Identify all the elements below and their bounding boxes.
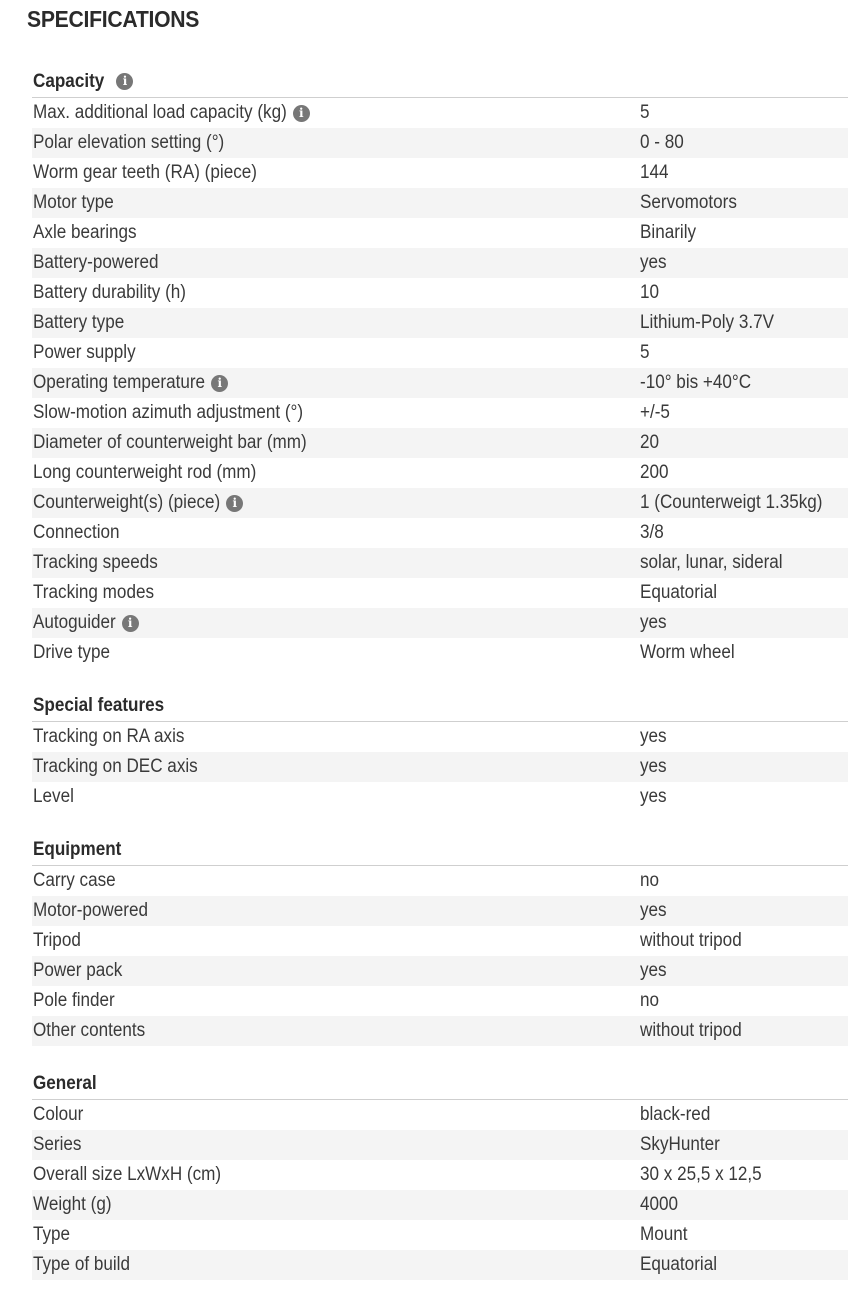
spec-value-text: no (640, 870, 660, 891)
spec-row (32, 278, 848, 308)
spec-value-text: no (640, 990, 660, 1011)
spec-label (32, 1164, 640, 1186)
spec-section-special-features (32, 690, 848, 812)
spec-value (640, 930, 848, 952)
spec-label-text: Operating temperature (33, 372, 206, 393)
spec-value-text: without tripod (640, 1020, 742, 1041)
spec-value (640, 102, 848, 124)
spec-label (32, 432, 640, 454)
spec-row (32, 722, 848, 752)
spec-value (640, 192, 848, 214)
spec-value (640, 1104, 848, 1126)
spec-label (32, 102, 640, 124)
spec-label-text: Type (33, 1224, 71, 1245)
spec-label-text: Carry case (33, 870, 116, 891)
spec-label (32, 1104, 640, 1126)
spec-value (640, 552, 848, 574)
spec-label (32, 960, 640, 982)
spec-value-text: 3/8 (640, 522, 664, 543)
section-title: Capacity (33, 70, 105, 92)
spec-label (32, 192, 640, 214)
spec-row (32, 1160, 848, 1190)
spec-section-capacity (32, 66, 848, 668)
page-title: SPECIFICATIONS (27, 6, 200, 32)
spec-row (32, 428, 848, 458)
info-icon[interactable]: i (122, 615, 139, 632)
spec-value (640, 372, 848, 394)
spec-value (640, 786, 848, 808)
spec-label-text: Other contents (33, 1020, 146, 1041)
spec-value (640, 402, 848, 424)
spec-label (32, 756, 640, 778)
spec-row (32, 638, 848, 668)
spec-value (640, 870, 848, 892)
spec-label (32, 642, 640, 664)
spec-label (32, 900, 640, 922)
spec-value-text: yes (640, 756, 667, 777)
spec-value-text: +/-5 (640, 402, 670, 423)
spec-row (32, 98, 848, 128)
spec-row (32, 158, 848, 188)
spec-label-text: Motor-powered (33, 900, 149, 921)
spec-value (640, 900, 848, 922)
spec-label-text: Connection (33, 522, 120, 543)
spec-row (32, 188, 848, 218)
spec-label-text: Tracking on DEC axis (33, 756, 198, 777)
spec-value-text: 10 (640, 282, 660, 303)
spec-row (32, 986, 848, 1016)
spec-value-text: without tripod (640, 930, 742, 951)
spec-label (32, 552, 640, 574)
spec-value-text: 5 (640, 342, 650, 363)
spec-label (32, 870, 640, 892)
spec-row (32, 866, 848, 896)
spec-label (32, 612, 640, 634)
spec-row (32, 956, 848, 986)
spec-label (32, 252, 640, 274)
spec-section-general (32, 1068, 848, 1280)
spec-label (32, 1134, 640, 1156)
spec-rows (32, 722, 848, 812)
spec-label-text: Axle bearings (33, 222, 137, 243)
spec-value-text: Equatorial (640, 1254, 718, 1275)
spec-label (32, 786, 640, 808)
spec-label (32, 372, 640, 394)
spec-value-text: yes (640, 900, 667, 921)
spec-value-text: SkyHunter (640, 1134, 720, 1155)
spec-value (640, 342, 848, 364)
spec-value (640, 582, 848, 604)
spec-label-text: Type of build (33, 1254, 130, 1275)
spec-value-text: Mount (640, 1224, 688, 1245)
spec-label (32, 1194, 640, 1216)
spec-value (640, 1194, 848, 1216)
spec-row (32, 248, 848, 278)
section-header (32, 834, 848, 866)
info-icon[interactable]: i (211, 375, 228, 392)
spec-row (32, 608, 848, 638)
spec-value (640, 990, 848, 1012)
spec-label (32, 402, 640, 424)
spec-label-text: Long counterweight rod (mm) (33, 462, 257, 483)
spec-row (32, 548, 848, 578)
spec-label (32, 162, 640, 184)
spec-value (640, 726, 848, 748)
spec-label (32, 1224, 640, 1246)
spec-label-text: Colour (33, 1104, 84, 1125)
spec-value-text: Lithium-Poly 3.7V (640, 312, 775, 333)
spec-rows (32, 98, 848, 668)
spec-row (32, 1220, 848, 1250)
spec-label-text: Diameter of counterweight bar (mm) (33, 432, 307, 453)
spec-row (32, 752, 848, 782)
info-icon[interactable]: i (226, 495, 243, 512)
spec-value (640, 162, 848, 184)
spec-label-text: Tripod (33, 930, 81, 951)
spec-row (32, 398, 848, 428)
spec-label (32, 582, 640, 604)
spec-label (32, 1020, 640, 1042)
spec-row (32, 488, 848, 518)
spec-row (32, 128, 848, 158)
spec-value (640, 492, 848, 514)
section-header (32, 1068, 848, 1100)
spec-row (32, 578, 848, 608)
spec-value-text: solar, lunar, sideral (640, 552, 783, 573)
spec-label-text: Counterweight(s) (piece) (33, 492, 221, 513)
spec-value-text: 200 (640, 462, 669, 483)
spec-label (32, 492, 640, 514)
spec-value (640, 462, 848, 484)
spec-section-equipment (32, 834, 848, 1046)
spec-row (32, 1016, 848, 1046)
spec-value (640, 1134, 848, 1156)
spec-value-text: 4000 (640, 1194, 679, 1215)
spec-label (32, 462, 640, 484)
spec-row (32, 1100, 848, 1130)
spec-label (32, 990, 640, 1012)
spec-value (640, 132, 848, 154)
spec-value-text: yes (640, 786, 667, 807)
spec-label-text: Battery-powered (33, 252, 159, 273)
spec-row (32, 782, 848, 812)
spec-row (32, 368, 848, 398)
spec-row (32, 218, 848, 248)
spec-value (640, 642, 848, 664)
spec-label (32, 522, 640, 544)
spec-row (32, 518, 848, 548)
spec-value (640, 312, 848, 334)
spec-label-text: Max. additional load capacity (kg) (33, 102, 287, 123)
spec-value-text: Servomotors (640, 192, 737, 213)
spec-value-text: 0 - 80 (640, 132, 684, 153)
spec-row (32, 458, 848, 488)
spec-row (32, 896, 848, 926)
spec-value-text: 144 (640, 162, 669, 183)
spec-value (640, 222, 848, 244)
spec-rows (32, 866, 848, 1046)
info-icon[interactable]: i (293, 105, 310, 122)
spec-label (32, 282, 640, 304)
spec-value (640, 1254, 848, 1276)
spec-label-text: Power pack (33, 960, 123, 981)
spec-label (32, 132, 640, 154)
spec-label-text: Series (33, 1134, 82, 1155)
spec-label-text: Battery type (33, 312, 125, 333)
spec-label-text: Tracking on RA axis (33, 726, 185, 747)
spec-value-text: yes (640, 252, 667, 273)
spec-row (32, 338, 848, 368)
spec-value-text: 1 (Counterweigt 1.35kg) (640, 492, 823, 513)
spec-label-text: Tracking speeds (33, 552, 158, 573)
spec-value-text: 20 (640, 432, 660, 453)
spec-value (640, 1224, 848, 1246)
spec-value (640, 612, 848, 634)
info-icon[interactable]: i (116, 73, 133, 90)
spec-value (640, 1020, 848, 1042)
section-header (32, 66, 848, 98)
spec-rows (32, 1100, 848, 1280)
spec-value-text: black-red (640, 1104, 711, 1125)
spec-label-text: Polar elevation setting (°) (33, 132, 225, 153)
spec-row (32, 1250, 848, 1280)
spec-label-text: Pole finder (33, 990, 115, 1011)
spec-label (32, 930, 640, 952)
spec-value-text: Binarily (640, 222, 697, 243)
spec-value (640, 252, 848, 274)
spec-label-text: Tracking modes (33, 582, 155, 603)
spec-row (32, 1130, 848, 1160)
spec-label-text: Power supply (33, 342, 136, 363)
section-header (32, 690, 848, 722)
section-title: General (33, 1072, 97, 1094)
spec-value-text: -10° bis +40°C (640, 372, 752, 393)
specifications-table (32, 66, 848, 1280)
spec-value (640, 1164, 848, 1186)
spec-label-text: Drive type (33, 642, 110, 663)
spec-label (32, 726, 640, 748)
section-title: Special features (33, 694, 165, 716)
spec-value (640, 960, 848, 982)
spec-label-text: Motor type (33, 192, 114, 213)
spec-value (640, 522, 848, 544)
spec-row (32, 1190, 848, 1220)
spec-label-text: Overall size LxWxH (cm) (33, 1164, 222, 1185)
spec-value-text: Worm wheel (640, 642, 735, 663)
spec-value-text: 30 x 25,5 x 12,5 (640, 1164, 762, 1185)
spec-label-text: Level (33, 786, 74, 807)
spec-label-text: Worm gear teeth (RA) (piece) (33, 162, 257, 183)
spec-value (640, 756, 848, 778)
spec-label (32, 312, 640, 334)
spec-value-text: Equatorial (640, 582, 718, 603)
spec-value (640, 432, 848, 454)
spec-label-text: Autoguider (33, 612, 116, 633)
spec-label-text: Weight (g) (33, 1194, 112, 1215)
section-title: Equipment (33, 838, 122, 860)
spec-row (32, 926, 848, 956)
spec-label (32, 222, 640, 244)
spec-label-text: Slow-motion azimuth adjustment (°) (33, 402, 304, 423)
spec-value-text: yes (640, 960, 667, 981)
spec-label (32, 342, 640, 364)
spec-value (640, 282, 848, 304)
spec-label-text: Battery durability (h) (33, 282, 187, 303)
spec-value-text: yes (640, 726, 667, 747)
spec-value-text: yes (640, 612, 667, 633)
spec-row (32, 308, 848, 338)
spec-label (32, 1254, 640, 1276)
spec-value-text: 5 (640, 102, 650, 123)
